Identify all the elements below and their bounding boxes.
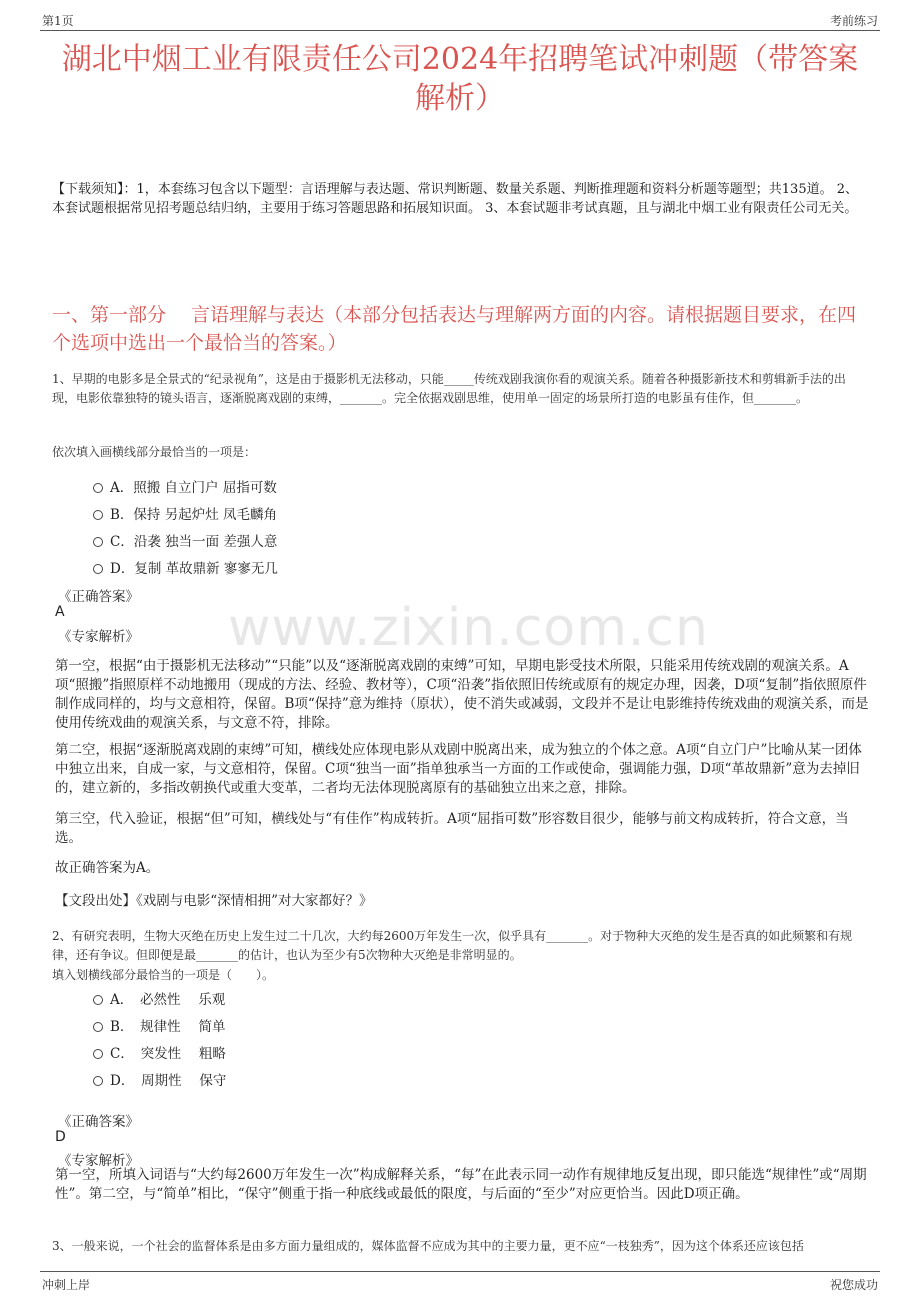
question-2-stem: 2、有研究表明，生物大灭绝在历史上发生过二十几次，大约每2600万年发生一次，似乎具有_______。对于物种大灭绝的发生是否真的如此频繁和有规律，还有争议。但即便是最_______的估计，也认为至少有5次物种大灭绝是非常明显的。 <box>52 929 853 962</box>
question-3-stem: 3、一般来说，一个社会的监督体系是由多方面力量组成的，媒体监督不应成为其中的主要力量，更不应“一枝独秀”，因为这个体系还应该包括 <box>52 1239 804 1253</box>
question-1-stem: 1、早期的电影多是全景式的“纪录视角”，这是由于摄影机无法移动，只能_____传统戏剧我演你看的观演关系。随着各种摄影新技术和剪辑新手法的出现，电影依靠独特的镜头语言，逐渐脱离戏剧的束缚，_______。完全依据戏剧思维，使用单一固定的场景所打造的电影虽有佳作，但_______。 <box>52 372 846 405</box>
option-label: C．沿袭 独当一面 差强人意 <box>110 534 278 550</box>
radio-icon[interactable] <box>93 1022 103 1032</box>
question-1-option-c[interactable] <box>93 530 277 550</box>
answer-value: D <box>55 1129 66 1145</box>
question-2-option-b[interactable] <box>93 1015 225 1035</box>
document-title: 湖北中烟工业有限责任公司2024年招聘笔试冲刺题（带答案解析） <box>61 42 859 116</box>
radio-icon[interactable] <box>93 1076 103 1086</box>
header-rule <box>40 30 880 31</box>
radio-icon[interactable] <box>93 1049 103 1059</box>
footer-left: 冲刺上岸 <box>42 1278 91 1292</box>
radio-icon[interactable] <box>93 564 103 574</box>
question-2-option-a[interactable] <box>93 988 225 1008</box>
question-2-option-d[interactable] <box>93 1069 226 1089</box>
answer-label: 《正确答案》 <box>58 589 139 605</box>
option-label: D．复制 革故鼎新 寥寥无几 <box>110 561 278 577</box>
analysis-label: 《专家解析》 <box>58 629 139 645</box>
conclusion: 故正确答案为A。 <box>55 860 160 876</box>
question-1-option-b[interactable] <box>93 503 277 523</box>
question-1-prompt: 依次填入画横线部分最恰当的一项是： <box>52 445 257 459</box>
analysis-paragraph-1: 第一空，所填入词语与“大约每2600万年发生一次”构成解释关系，“每”在此表示同一动作有规律地反复出现，即只能选“规律性”或“周期性”。第二空，与“简单”相比，“保守”侧重于指一种底线或最低的限度，与后面的“至少”对应更恰当。因此D项正确。 <box>55 1167 867 1202</box>
answer-value: A <box>55 604 65 620</box>
analysis-label: 《专家解析》 <box>58 1153 139 1169</box>
header-tag: 考前练习 <box>829 14 878 28</box>
radio-icon[interactable] <box>93 483 103 493</box>
option-label: C． 突发性 粗略 <box>110 1046 226 1062</box>
analysis-paragraph-3: 第三空，代入验证，根据“但”可知，横线处与“有佳作”构成转折。A项“屈指可数”形容数目很少，能够与前文构成转折，符合文意，当选。 <box>55 811 849 846</box>
radio-icon[interactable] <box>93 995 103 1005</box>
watermark: www.zixin.com.cn <box>228 598 709 658</box>
radio-icon[interactable] <box>93 537 103 547</box>
radio-icon[interactable] <box>93 510 103 520</box>
option-label: A． 必然性 乐观 <box>110 992 226 1008</box>
download-notice: 【下载须知】：1，本套练习包含以下题型：言语理解与表达题、常识判断题、数量关系题、判断推理题和资料分析题等题型；共135道。 2、本套试题根据常见招考题总结归纳，主要用于练习答题思路和拓展知识面。 3、本套试题非考试真题，且与湖北中烟工业有限责任公司无关。 <box>52 182 858 216</box>
analysis-paragraph-2: 第二空，根据“逐渐脱离戏剧的束缚”可知，横线处应体现电影从戏剧中脱离出来，成为独立的个体之意。A项“自立门户”比喻从某一团体中独立出来，自成一家，与文意相符，保留。C项“独当一面”指单独承当一方面的工作或使命，强调能力强，D项“革故鼎新”意为去掉旧的，建立新的，多指改朝换代或重大变革，二者均无法体现脱离原有的基础独立出来之意，排除。 <box>55 742 862 796</box>
option-label: B． 规律性 简单 <box>110 1019 226 1035</box>
question-2-option-c[interactable] <box>93 1042 226 1062</box>
option-label: B．保持 另起炉灶 凤毛麟角 <box>110 507 278 523</box>
question-1-option-a[interactable] <box>93 476 277 496</box>
page-number: 第1页 <box>42 14 74 28</box>
footer-right: 祝您成功 <box>829 1278 878 1292</box>
option-label: D． 周期性 保守 <box>110 1073 227 1089</box>
footer-rule <box>40 1271 880 1272</box>
section-heading: 一、第一部分 言语理解与表达（本部分包括表达与理解两方面的内容。请根据题目要求，在四个选项中选出一个最恰当的答案。） <box>52 304 857 354</box>
answer-label: 《正确答案》 <box>58 1114 139 1130</box>
analysis-paragraph-1: 第一空，根据“由于摄影机无法移动”“只能”以及“逐渐脱离戏剧的束缚”可知，早期电影受技术所限，只能采用传统戏剧的观演关系。A项“照搬”指照原样不动地搬用（现成的方法、经验、教材等），C项“沿袭”指依照旧传统或原有的规定办理，因袭，D项“复制”指依照原件制作成同样的，均与文意相符，保留。B项“保持”意为维持（原状），使不消失或减弱，文段并不是让电影维持传统戏曲的观演关系，而是使用传统戏曲的观演关系，与文意不符，排除。 <box>55 658 869 731</box>
source-citation: 【文段出处】《戏剧与电影“深情相拥”对大家都好？》 <box>55 893 373 909</box>
option-label: A．照搬 自立门户 屈指可数 <box>110 480 277 496</box>
question-2-prompt: 填入划横线部分最恰当的一项是（ ）。 <box>52 968 275 982</box>
question-1-option-d[interactable] <box>93 557 278 577</box>
